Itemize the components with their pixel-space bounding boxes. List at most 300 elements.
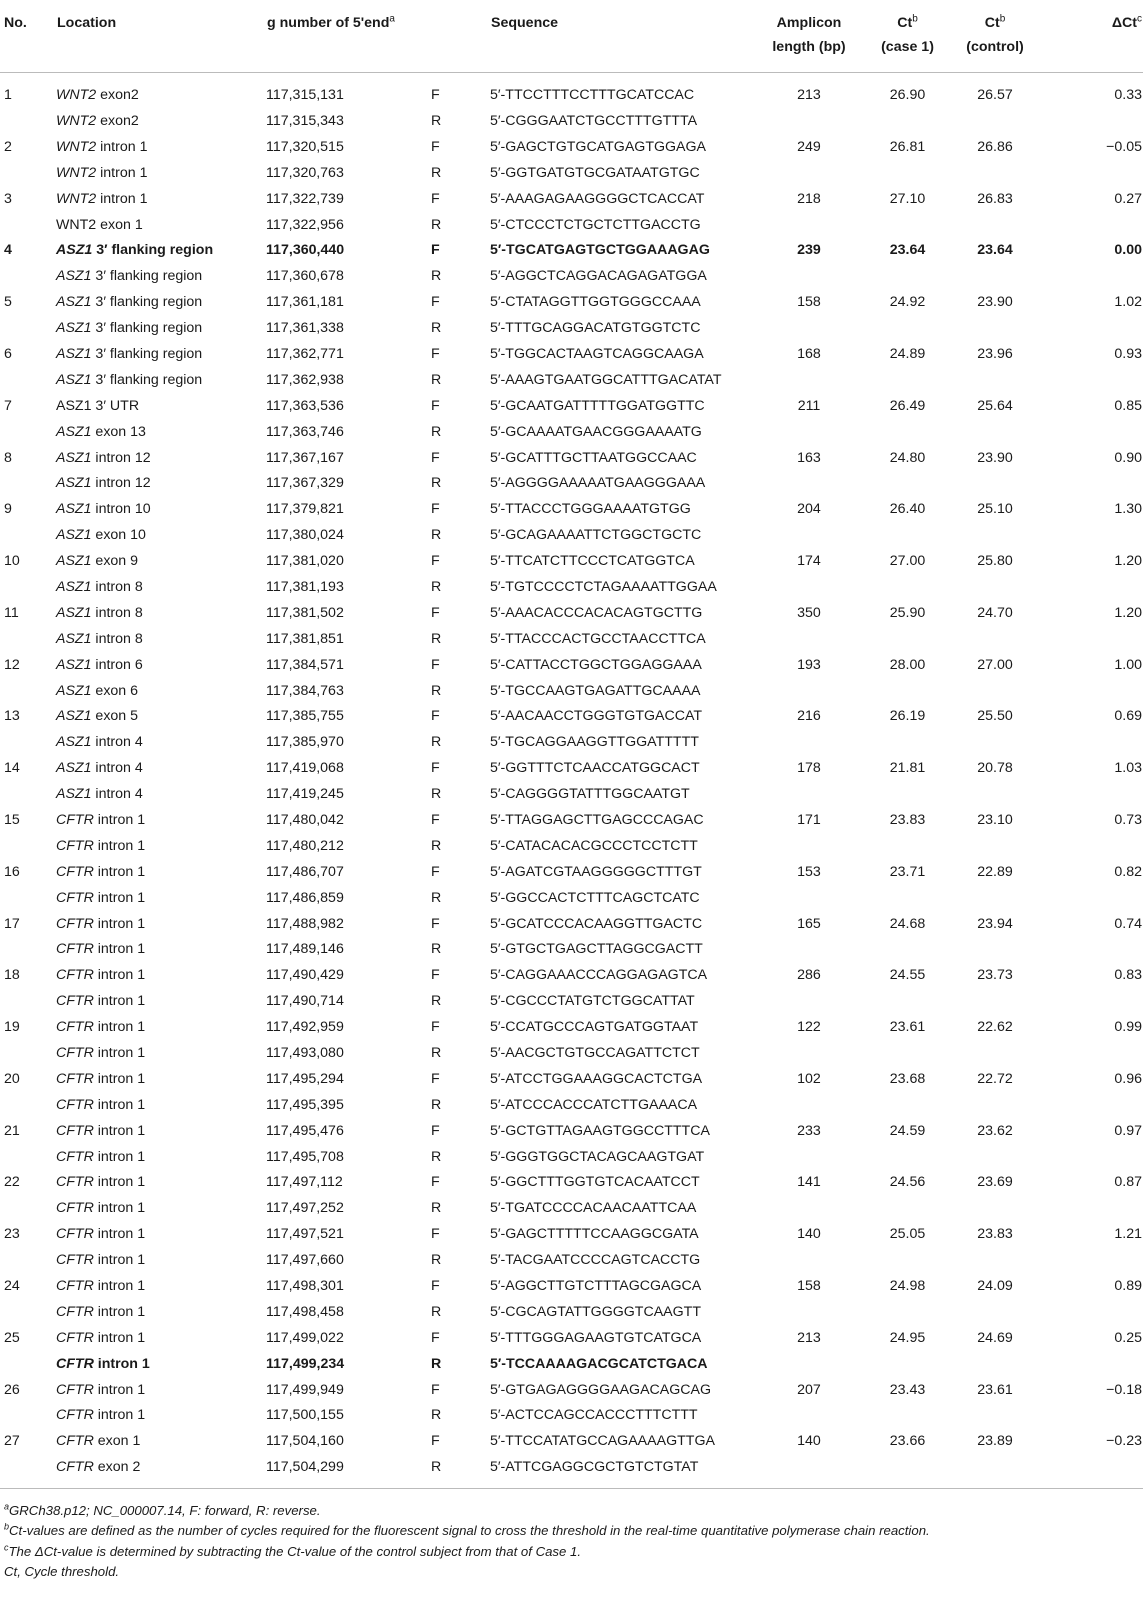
cell-ct-control: 22.62 [977, 1019, 1013, 1036]
cell-no [0, 108, 56, 134]
table-row [0, 600, 1143, 626]
cell-no [0, 988, 56, 1014]
cell-delta-ct [1039, 263, 1143, 289]
cell-g-number: 117,486,859 [266, 889, 344, 906]
location-text: 3′ flanking region [91, 268, 203, 285]
table-row [0, 263, 1143, 289]
header-g-number: g number of 5'end$^a$ [266, 0, 431, 72]
cell-direction: F [431, 1122, 440, 1139]
cell-location [56, 1454, 266, 1488]
cell-location [56, 1247, 266, 1273]
cell-ct-control [951, 522, 1039, 548]
cell-sequence: 5′-GAGCTTTTTCCAAGGCGATA [490, 1226, 699, 1243]
cell-sequence: 5′-CGGGAATCTGCCTTTGTTTA [490, 112, 698, 129]
gene-name: ASZ1 [56, 501, 92, 518]
cell-location [56, 393, 266, 419]
cell-direction: F [431, 811, 440, 828]
cell-location [56, 1351, 266, 1377]
cell-location [56, 1377, 266, 1403]
cell-amplicon [754, 1040, 864, 1066]
cell-direction: F [431, 1174, 440, 1191]
cell-direction: R [431, 1045, 442, 1061]
gene-name: ASZ1 [56, 242, 93, 259]
cell-ct-control: 25.80 [977, 553, 1013, 570]
gene-name: CFTR [56, 967, 94, 984]
gene-name: ASZ1 [56, 423, 92, 440]
cell-amplicon [754, 781, 864, 807]
location-text: WNT2 exon 1 [56, 216, 143, 233]
cell-location [56, 729, 266, 755]
cell-delta-ct [1039, 626, 1143, 652]
location-text: intron 1 [93, 1070, 146, 1087]
table-row [0, 108, 1143, 134]
cell-no: 13 [4, 708, 20, 725]
cell-amplicon: 249 [797, 138, 821, 155]
cell-direction: F [431, 967, 440, 984]
cell-g-number: 117,419,068 [266, 760, 344, 777]
cell-no: 17 [4, 915, 20, 932]
table-row [0, 1118, 1143, 1144]
cell-delta-ct: 0.99 [1114, 1019, 1142, 1036]
cell-no: 22 [4, 1174, 20, 1191]
table-row [0, 522, 1143, 548]
cell-delta-ct [1039, 160, 1143, 186]
location-text: 3′ flanking region [91, 371, 203, 388]
cell-direction: F [431, 138, 440, 155]
cell-ct-control [951, 1299, 1039, 1325]
cell-sequence: 5′-AAAGAGAAGGGGCTCACCAT [490, 190, 705, 207]
cell-delta-ct [1039, 419, 1143, 445]
table-row [0, 1092, 1143, 1118]
header-delta-ct: ΔCt$^c$ [1039, 0, 1143, 72]
footnotes [0, 1501, 1143, 1583]
table-row [0, 160, 1143, 186]
cell-amplicon [754, 522, 864, 548]
cell-location [56, 108, 266, 134]
cell-direction: F [431, 242, 440, 259]
table-row [0, 315, 1143, 341]
gene-name: CFTR [56, 837, 94, 854]
cell-g-number: 117,493,080 [266, 1045, 344, 1061]
cell-location [56, 833, 266, 859]
cell-g-number: 117,480,212 [266, 837, 344, 854]
cell-location [56, 1299, 266, 1325]
cell-ct-control: 24.09 [977, 1278, 1013, 1295]
cell-no: 23 [4, 1226, 20, 1243]
cell-direction: F [431, 345, 440, 362]
cell-ct-control [951, 108, 1039, 134]
cell-location [56, 1040, 266, 1066]
location-text: intron 1 [93, 1303, 146, 1320]
location-text: ASZ1 3′ UTR [56, 397, 140, 414]
cell-no [0, 1144, 56, 1170]
footnote-b: $^b$Ct-values are defined as the number of cycles required for the fluorescent signal to cross the threshold in the real-time quantitative polymerase chain reaction. [4, 1521, 930, 1539]
cell-amplicon: 239 [797, 242, 821, 259]
cell-ct-control: 23.64 [977, 242, 1013, 259]
cell-ct-control [951, 212, 1039, 238]
table-row [0, 574, 1143, 600]
location-text: exon 6 [91, 682, 139, 699]
gene-name: ASZ1 [56, 708, 92, 725]
cell-location [56, 626, 266, 652]
cell-no: 1 [4, 87, 12, 104]
cell-ct-control: 23.90 [977, 294, 1013, 311]
location-text: intron 1 [93, 1381, 146, 1398]
location-text: exon 2 [93, 1459, 141, 1476]
location-text: intron 4 [91, 786, 143, 803]
location-text: intron 1 [93, 993, 146, 1010]
gene-name: CFTR [56, 1459, 94, 1476]
gene-name: ASZ1 [56, 578, 92, 595]
cell-location [56, 237, 266, 263]
cell-g-number: 117,381,851 [266, 630, 344, 647]
cell-ct-case: 27.10 [889, 190, 926, 207]
cell-location [56, 263, 266, 289]
gene-name: CFTR [56, 1122, 94, 1139]
location-text: exon 9 [91, 553, 139, 570]
cell-ct-case: 24.92 [889, 294, 926, 311]
cell-amplicon: 171 [797, 811, 821, 828]
gene-name: CFTR [56, 1096, 94, 1113]
table-row [0, 134, 1143, 160]
location-text: exon 13 [91, 423, 146, 440]
location-text: intron 1 [96, 164, 148, 181]
location-text: intron 1 [93, 1174, 146, 1191]
cell-amplicon: 140 [797, 1226, 821, 1243]
cell-ct-case [864, 263, 951, 289]
cell-ct-case: 23.83 [889, 811, 926, 828]
cell-g-number: 117,381,193 [266, 578, 344, 595]
gene-name: CFTR [56, 1278, 94, 1295]
cell-g-number: 117,490,429 [266, 967, 344, 984]
cell-delta-ct: 1.21 [1114, 1226, 1142, 1243]
cell-ct-control [951, 833, 1039, 859]
location-text: intron 4 [91, 734, 143, 751]
cell-amplicon: 286 [797, 967, 821, 984]
cell-amplicon: 193 [797, 656, 821, 673]
cell-direction: R [431, 216, 442, 233]
cell-delta-ct [1039, 1454, 1143, 1488]
cell-g-number: 117,497,660 [266, 1252, 344, 1269]
cell-delta-ct [1039, 212, 1143, 238]
cell-ct-case: 23.68 [889, 1070, 926, 1087]
cell-no: 19 [4, 1019, 20, 1036]
cell-ct-case [864, 108, 951, 134]
cell-no: 24 [4, 1278, 20, 1295]
cell-location [56, 522, 266, 548]
cell-location [56, 1195, 266, 1221]
gene-name: CFTR [56, 1148, 94, 1165]
cell-amplicon: 163 [797, 449, 821, 466]
cell-ct-control: 24.70 [977, 604, 1013, 621]
location-text: intron 1 [93, 967, 146, 984]
location-text: intron 1 [93, 1252, 146, 1269]
cell-ct-case: 26.49 [889, 397, 926, 414]
cell-ct-case: 25.05 [889, 1226, 926, 1243]
gene-name: ASZ1 [56, 475, 92, 492]
cell-no: 10 [4, 553, 20, 570]
cell-delta-ct: −0.05 [1106, 138, 1142, 155]
cell-ct-control [951, 315, 1039, 341]
table-row [0, 781, 1143, 807]
gene-name: ASZ1 [56, 630, 92, 647]
cell-ct-control: 23.69 [977, 1174, 1013, 1191]
cell-delta-ct: 0.69 [1114, 708, 1142, 725]
cell-sequence: 5′-TTCCTTTCCTTTGCATCCAC [490, 87, 695, 104]
cell-g-number: 117,320,763 [266, 164, 344, 181]
table-row [0, 1403, 1143, 1429]
cell-amplicon [754, 108, 864, 134]
cell-delta-ct [1039, 1040, 1143, 1066]
cell-ct-case: 28.00 [889, 656, 926, 673]
cell-ct-case: 24.89 [889, 345, 926, 362]
cell-delta-ct [1039, 1403, 1143, 1429]
cell-ct-control: 22.72 [977, 1070, 1013, 1087]
cell-direction: R [431, 1096, 442, 1113]
cell-ct-control: 22.89 [977, 863, 1013, 880]
cell-location [56, 755, 266, 781]
cell-no: 21 [4, 1122, 20, 1139]
table-row [0, 1454, 1143, 1488]
gene-name: ASZ1 [56, 682, 92, 699]
cell-delta-ct: 0.93 [1114, 345, 1142, 362]
cell-location [56, 600, 266, 626]
gene-name: WNT2 [56, 138, 97, 155]
table-row [0, 470, 1143, 496]
cell-sequence: 5′-TGTCCCCTCTAGAAAATTGGAA [490, 578, 717, 595]
cell-no [0, 678, 56, 704]
cell-ct-control: 26.83 [977, 190, 1013, 207]
cell-ct-case [864, 833, 951, 859]
cell-no [0, 1195, 56, 1221]
location-text: intron 1 [93, 941, 146, 958]
cell-direction: R [431, 734, 442, 751]
location-text: intron 6 [91, 656, 143, 673]
cell-g-number: 117,367,329 [266, 475, 344, 492]
cell-location [56, 289, 266, 315]
cell-no [0, 1040, 56, 1066]
cell-amplicon [754, 419, 864, 445]
location-text: 3′ flanking region [91, 294, 203, 311]
cell-amplicon: 140 [797, 1433, 821, 1450]
location-text: intron 1 [93, 1278, 146, 1295]
cell-amplicon [754, 470, 864, 496]
cell-ct-case [864, 1247, 951, 1273]
cell-g-number: 117,385,970 [266, 734, 344, 751]
cell-sequence: 5′-TACGAATCCCCAGTCACCTG [490, 1252, 701, 1269]
location-text: intron 12 [91, 475, 151, 492]
cell-sequence: 5′-AGGCTTGTCTTTAGCGAGCA [490, 1278, 702, 1295]
cell-ct-case [864, 937, 951, 963]
cell-sequence: 5′-ATTCGAGGCGCTGTCTGTAT [490, 1454, 754, 1488]
cell-g-number: 117,498,301 [266, 1278, 344, 1295]
cell-ct-control [951, 1144, 1039, 1170]
cell-location [56, 703, 266, 729]
cell-delta-ct: 1.30 [1114, 501, 1142, 518]
cell-ct-control [951, 419, 1039, 445]
cell-delta-ct: 0.87 [1114, 1174, 1142, 1191]
location-text: exon2 [96, 87, 139, 104]
cell-location [56, 134, 266, 160]
gene-name: CFTR [56, 1433, 94, 1450]
cell-no: 8 [4, 449, 12, 466]
cell-ct-case [864, 1144, 951, 1170]
cell-no [0, 367, 56, 393]
cell-delta-ct [1039, 315, 1143, 341]
cell-amplicon [754, 729, 864, 755]
cell-amplicon [754, 1195, 864, 1221]
cell-amplicon: 211 [797, 397, 821, 414]
cell-location [56, 1092, 266, 1118]
cell-delta-ct [1039, 833, 1143, 859]
cell-amplicon: 204 [797, 501, 821, 518]
gene-name: CFTR [56, 1303, 94, 1320]
cell-delta-ct [1039, 522, 1143, 548]
cell-direction: R [431, 1200, 442, 1217]
cell-sequence: 5′-TGATCCCCACAACAATTCAA [490, 1200, 697, 1217]
cell-no: 2 [4, 138, 12, 155]
cell-ct-case [864, 315, 951, 341]
cell-delta-ct: −0.23 [1106, 1433, 1142, 1450]
cell-direction: R [431, 164, 442, 181]
cell-delta-ct: 0.73 [1114, 811, 1142, 828]
cell-no: 26 [4, 1381, 20, 1398]
cell-direction: R [431, 371, 442, 388]
cell-location [56, 652, 266, 678]
cell-sequence: 5′-AGATCGTAAGGGGGCTTTGT [490, 863, 702, 880]
cell-ct-control [951, 1247, 1039, 1273]
cell-sequence: 5′-TCCAAAAGACGCATCTGACA [490, 1355, 708, 1372]
cell-location [56, 1170, 266, 1196]
cell-sequence: 5′-TGCCAAGTGAGATTGCAAAA [490, 682, 701, 699]
cell-delta-ct: 1.02 [1114, 294, 1142, 311]
cell-amplicon [754, 885, 864, 911]
cell-direction: F [431, 294, 440, 311]
gene-name: CFTR [56, 941, 94, 958]
cell-direction: F [431, 656, 440, 673]
cell-amplicon: 213 [797, 1329, 821, 1346]
table-row [0, 911, 1143, 937]
cell-amplicon: 153 [797, 863, 821, 880]
cell-sequence: 5′-GCATTTGCTTAATGGCCAAC [490, 449, 697, 466]
cell-ct-case [864, 160, 951, 186]
cell-direction: F [431, 553, 440, 570]
cell-location [56, 911, 266, 937]
cell-ct-case: 23.61 [889, 1019, 926, 1036]
gene-name: ASZ1 [56, 656, 92, 673]
cell-ct-case: 24.56 [889, 1174, 926, 1191]
cell-delta-ct: 0.82 [1114, 863, 1142, 880]
cell-location [56, 419, 266, 445]
cell-direction: F [431, 449, 440, 466]
cell-amplicon [754, 1092, 864, 1118]
cell-ct-case [864, 470, 951, 496]
cell-g-number: 117,492,959 [266, 1019, 344, 1036]
cell-location [56, 1273, 266, 1299]
cell-amplicon [754, 1403, 864, 1429]
cell-ct-case: 24.59 [889, 1122, 926, 1139]
cell-sequence: 5′-GGCCACTCTTTCAGCTCATC [490, 889, 700, 906]
cell-sequence: 5′-GCTGTTAGAAGTGGCCTTTCA [490, 1122, 710, 1139]
cell-sequence: 5′-TTTGCAGGACATGTGGTCTC [490, 320, 701, 337]
table-row [0, 1170, 1143, 1196]
cell-direction: R [431, 941, 442, 958]
cell-no [0, 937, 56, 963]
cell-amplicon: 233 [797, 1122, 821, 1139]
cell-location [56, 1428, 266, 1454]
cell-amplicon [754, 1144, 864, 1170]
cell-ct-control [951, 574, 1039, 600]
cell-sequence: 5′-AGGCTCAGGACAGAGATGGA [490, 268, 707, 285]
cell-location [56, 1144, 266, 1170]
cell-ct-control: 26.86 [977, 138, 1013, 155]
cell-ct-control [951, 1195, 1039, 1221]
cell-ct-case [864, 885, 951, 911]
cell-ct-control [951, 160, 1039, 186]
location-text: intron 1 [96, 190, 148, 207]
cell-g-number: 117,367,167 [266, 449, 344, 466]
cell-ct-case: 24.68 [889, 915, 926, 932]
table-row [0, 703, 1143, 729]
cell-no: 20 [4, 1070, 20, 1087]
cell-g-number: 117,497,521 [266, 1226, 344, 1243]
location-text: intron 1 [93, 1355, 150, 1372]
footnote-ct: Ct, Cycle threshold. [4, 1564, 120, 1580]
cell-ct-case [864, 729, 951, 755]
table-row [0, 1040, 1143, 1066]
cell-ct-control: 20.78 [977, 760, 1013, 777]
cell-delta-ct [1039, 937, 1143, 963]
table-row [0, 755, 1143, 781]
table-row [0, 859, 1143, 885]
cell-delta-ct [1039, 1144, 1143, 1170]
cell-delta-ct [1039, 1299, 1143, 1325]
cell-ct-case [864, 988, 951, 1014]
cell-ct-control [951, 1351, 1039, 1377]
cell-direction: R [431, 1454, 490, 1488]
cell-g-number: 117,360,678 [266, 268, 344, 285]
cell-direction: F [431, 1278, 440, 1295]
cell-sequence: 5′-GCATCCCACAAGGTTGACTC [490, 915, 703, 932]
cell-ct-control: 23.83 [977, 1226, 1013, 1243]
table-body [0, 72, 1143, 1488]
cell-delta-ct [1039, 781, 1143, 807]
cell-sequence: 5′-TGGCACTAAGTCAGGCAAGA [490, 345, 704, 362]
location-text: intron 1 [93, 1329, 146, 1346]
header-ct-control: Ct$^b$ (control) [951, 0, 1039, 72]
cell-ct-control [951, 1092, 1039, 1118]
cell-amplicon: 178 [797, 760, 821, 777]
cell-sequence: 5′-AAACACCCACACAGTGCTTG [490, 604, 703, 621]
table-header [0, 0, 1143, 72]
cell-direction: F [431, 1381, 440, 1398]
cell-location [56, 1118, 266, 1144]
cell-delta-ct [1039, 1351, 1143, 1377]
cell-sequence: 5′-AACAACCTGGGTGTGACCAT [490, 708, 703, 725]
cell-location [56, 1403, 266, 1429]
table-row [0, 1273, 1143, 1299]
cell-no: 25 [4, 1329, 20, 1346]
cell-ct-case: 23.64 [889, 242, 926, 259]
cell-location [56, 315, 266, 341]
cell-sequence: 5′-CATACACACGCCCTCCTCTT [490, 837, 698, 854]
table-row [0, 1325, 1143, 1351]
cell-location [56, 186, 266, 212]
gene-name: CFTR [56, 1226, 94, 1243]
cell-direction: R [431, 786, 442, 803]
cell-g-number: 117,480,042 [266, 811, 344, 828]
gene-name: CFTR [56, 1200, 94, 1217]
